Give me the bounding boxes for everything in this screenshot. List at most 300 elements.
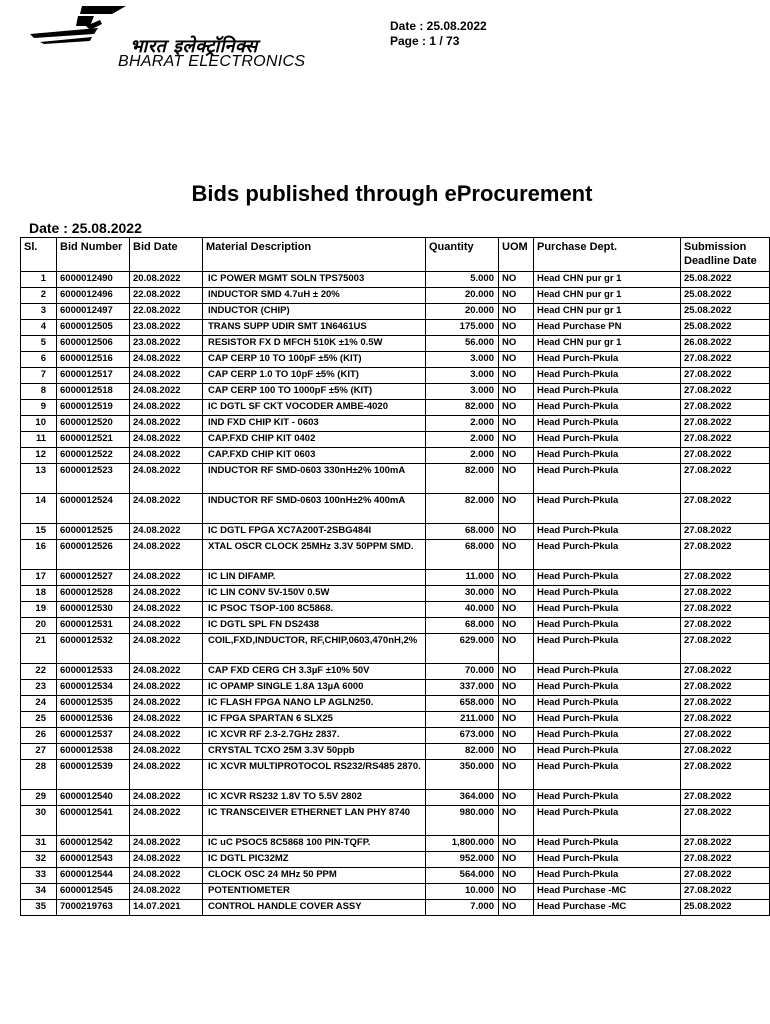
row-quantity: 68.000 xyxy=(426,540,499,570)
row-quantity: 2.000 xyxy=(426,432,499,448)
row-bid-date: 24.08.2022 xyxy=(130,696,203,712)
row-uom: NO xyxy=(499,712,534,728)
table-row xyxy=(21,884,770,900)
row-bid-number: 6000012516 xyxy=(57,352,130,368)
row-purchase-dept: Head Purch-Pkula xyxy=(534,586,681,602)
row-bid-date: 20.08.2022 xyxy=(130,272,203,288)
row-quantity: 1,800.000 xyxy=(426,836,499,852)
row-quantity: 11.000 xyxy=(426,570,499,586)
row-uom: NO xyxy=(499,696,534,712)
row-quantity: 658.000 xyxy=(426,696,499,712)
row-bid-date: 24.08.2022 xyxy=(130,384,203,400)
row-sl: 25 xyxy=(21,712,57,728)
row-uom: NO xyxy=(499,602,534,618)
row-material-description: IC FPGA SPARTAN 6 SLX25 xyxy=(203,712,426,728)
row-quantity: 629.000 xyxy=(426,634,499,664)
row-sl: 5 xyxy=(21,336,57,352)
row-quantity: 82.000 xyxy=(426,464,499,494)
row-deadline: 27.08.2022 xyxy=(681,540,770,570)
table-row xyxy=(21,494,770,524)
row-bid-date: 24.08.2022 xyxy=(130,760,203,790)
row-uom: NO xyxy=(499,900,534,916)
row-uom: NO xyxy=(499,524,534,540)
row-material-description: CAP FXD CERG CH 3.3µF ±10% 50V xyxy=(203,664,426,680)
row-bid-date: 24.08.2022 xyxy=(130,570,203,586)
row-uom: NO xyxy=(499,634,534,664)
row-deadline: 26.08.2022 xyxy=(681,336,770,352)
row-bid-date: 24.08.2022 xyxy=(130,464,203,494)
table-row xyxy=(21,790,770,806)
row-bid-date: 24.08.2022 xyxy=(130,540,203,570)
row-deadline: 27.08.2022 xyxy=(681,712,770,728)
table-row xyxy=(21,836,770,852)
row-bid-date: 24.08.2022 xyxy=(130,680,203,696)
row-bid-date: 24.08.2022 xyxy=(130,524,203,540)
row-uom: NO xyxy=(499,868,534,884)
row-bid-date: 24.08.2022 xyxy=(130,494,203,524)
table-row xyxy=(21,712,770,728)
row-uom: NO xyxy=(499,836,534,852)
row-uom: NO xyxy=(499,272,534,288)
row-material-description: INDUCTOR RF SMD-0603 330nH±2% 100mA xyxy=(203,464,426,494)
table-row xyxy=(21,448,770,464)
row-purchase-dept: Head Purchase PN xyxy=(534,320,681,336)
row-deadline: 27.08.2022 xyxy=(681,696,770,712)
row-bid-number: 6000012522 xyxy=(57,448,130,464)
row-purchase-dept: Head Purch-Pkula xyxy=(534,384,681,400)
row-bid-number: 7000219763 xyxy=(57,900,130,916)
row-deadline: 27.08.2022 xyxy=(681,836,770,852)
row-purchase-dept: Head Purch-Pkula xyxy=(534,744,681,760)
row-purchase-dept: Head Purch-Pkula xyxy=(534,464,681,494)
bids-table xyxy=(20,237,770,916)
row-purchase-dept: Head Purch-Pkula xyxy=(534,664,681,680)
row-uom: NO xyxy=(499,352,534,368)
row-deadline: 27.08.2022 xyxy=(681,494,770,524)
row-bid-date: 24.08.2022 xyxy=(130,352,203,368)
row-quantity: 82.000 xyxy=(426,494,499,524)
row-uom: NO xyxy=(499,664,534,680)
row-material-description: CAP CERP 100 TO 1000pF ±5% (KIT) xyxy=(203,384,426,400)
table-row xyxy=(21,586,770,602)
row-bid-number: 6000012497 xyxy=(57,304,130,320)
table-row xyxy=(21,288,770,304)
row-bid-date: 24.08.2022 xyxy=(130,744,203,760)
row-deadline: 27.08.2022 xyxy=(681,680,770,696)
row-material-description: IC TRANSCEIVER ETHERNET LAN PHY 8740 xyxy=(203,806,426,836)
row-quantity: 40.000 xyxy=(426,602,499,618)
row-sl: 17 xyxy=(21,570,57,586)
row-purchase-dept: Head Purch-Pkula xyxy=(534,728,681,744)
table-row xyxy=(21,618,770,634)
row-purchase-dept: Head Purch-Pkula xyxy=(534,416,681,432)
row-deadline: 27.08.2022 xyxy=(681,884,770,900)
row-bid-number: 6000012532 xyxy=(57,634,130,664)
row-quantity: 3.000 xyxy=(426,368,499,384)
row-purchase-dept: Head Purch-Pkula xyxy=(534,852,681,868)
row-purchase-dept: Head Purch-Pkula xyxy=(534,680,681,696)
row-deadline: 27.08.2022 xyxy=(681,852,770,868)
row-bid-number: 6000012530 xyxy=(57,602,130,618)
row-material-description: IC POWER MGMT SOLN TPS75003 xyxy=(203,272,426,288)
row-bid-date: 24.08.2022 xyxy=(130,806,203,836)
row-bid-number: 6000012523 xyxy=(57,464,130,494)
row-material-description: IC FLASH FPGA NANO LP AGLN250. xyxy=(203,696,426,712)
row-purchase-dept: Head Purch-Pkula xyxy=(534,540,681,570)
row-quantity: 68.000 xyxy=(426,524,499,540)
row-sl: 29 xyxy=(21,790,57,806)
row-bid-number: 6000012542 xyxy=(57,836,130,852)
row-material-description: INDUCTOR SMD 4.7uH ± 20% xyxy=(203,288,426,304)
row-uom: NO xyxy=(499,806,534,836)
row-material-description: CAP.FXD CHIP KIT 0603 xyxy=(203,448,426,464)
row-uom: NO xyxy=(499,432,534,448)
row-bid-date: 24.08.2022 xyxy=(130,586,203,602)
row-quantity: 7.000 xyxy=(426,900,499,916)
row-bid-number: 6000012541 xyxy=(57,806,130,836)
row-uom: NO xyxy=(499,570,534,586)
row-purchase-dept: Head Purch-Pkula xyxy=(534,432,681,448)
row-uom: NO xyxy=(499,680,534,696)
row-bid-number: 6000012506 xyxy=(57,336,130,352)
row-purchase-dept: Head Purch-Pkula xyxy=(534,618,681,634)
row-purchase-dept: Head Purch-Pkula xyxy=(534,448,681,464)
row-deadline: 27.08.2022 xyxy=(681,806,770,836)
row-deadline: 25.08.2022 xyxy=(681,900,770,916)
row-bid-number: 6000012531 xyxy=(57,618,130,634)
row-uom: NO xyxy=(499,304,534,320)
row-bid-number: 6000012540 xyxy=(57,790,130,806)
row-material-description: CAP.FXD CHIP KIT 0402 xyxy=(203,432,426,448)
table-row xyxy=(21,272,770,288)
row-deadline: 27.08.2022 xyxy=(681,524,770,540)
row-sl: 11 xyxy=(21,432,57,448)
row-bid-date: 24.08.2022 xyxy=(130,852,203,868)
bel-logo xyxy=(30,4,330,70)
row-material-description: POTENTIOMETER xyxy=(203,884,426,900)
row-material-description: RESISTOR FX D MFCH 510K ±1% 0.5W xyxy=(203,336,426,352)
table-row xyxy=(21,464,770,494)
table-row xyxy=(21,868,770,884)
row-quantity: 350.000 xyxy=(426,760,499,790)
row-bid-number: 6000012517 xyxy=(57,368,130,384)
table-row xyxy=(21,432,770,448)
row-bid-date: 24.08.2022 xyxy=(130,368,203,384)
row-bid-date: 14.07.2021 xyxy=(130,900,203,916)
table-row xyxy=(21,852,770,868)
row-quantity: 175.000 xyxy=(426,320,499,336)
row-sl: 20 xyxy=(21,618,57,634)
row-quantity: 564.000 xyxy=(426,868,499,884)
row-quantity: 3.000 xyxy=(426,352,499,368)
row-material-description: INDUCTOR RF SMD-0603 100nH±2% 400mA xyxy=(203,494,426,524)
row-material-description: INDUCTOR (CHIP) xyxy=(203,304,426,320)
row-purchase-dept: Head Purch-Pkula xyxy=(534,634,681,664)
row-bid-date: 23.08.2022 xyxy=(130,336,203,352)
report-date: Date : 25.08.2022 xyxy=(29,220,142,236)
row-sl: 15 xyxy=(21,524,57,540)
row-sl: 9 xyxy=(21,400,57,416)
table-row xyxy=(21,760,770,790)
row-bid-date: 24.08.2022 xyxy=(130,790,203,806)
row-uom: NO xyxy=(499,416,534,432)
row-uom: NO xyxy=(499,494,534,524)
row-uom: NO xyxy=(499,728,534,744)
row-quantity: 3.000 xyxy=(426,384,499,400)
row-deadline: 27.08.2022 xyxy=(681,664,770,680)
row-quantity: 673.000 xyxy=(426,728,499,744)
row-bid-date: 23.08.2022 xyxy=(130,320,203,336)
row-sl: 27 xyxy=(21,744,57,760)
row-purchase-dept: Head Purch-Pkula xyxy=(534,570,681,586)
row-quantity: 337.000 xyxy=(426,680,499,696)
row-uom: NO xyxy=(499,586,534,602)
row-quantity: 980.000 xyxy=(426,806,499,836)
row-sl: 2 xyxy=(21,288,57,304)
header-date: Date : 25.08.2022 xyxy=(390,19,487,33)
table-row xyxy=(21,416,770,432)
col-header-sl: Sl. xyxy=(21,238,57,272)
row-bid-date: 24.08.2022 xyxy=(130,416,203,432)
row-bid-date: 22.08.2022 xyxy=(130,288,203,304)
row-bid-number: 6000012543 xyxy=(57,852,130,868)
page-number: Page : 1 / 73 xyxy=(390,34,460,48)
row-bid-number: 6000012521 xyxy=(57,432,130,448)
row-sl: 32 xyxy=(21,852,57,868)
row-deadline: 25.08.2022 xyxy=(681,272,770,288)
row-material-description: IC DGTL SPL FN DS2438 xyxy=(203,618,426,634)
row-material-description: XTAL OSCR CLOCK 25MHz 3.3V 50PPM SMD. xyxy=(203,540,426,570)
row-sl: 35 xyxy=(21,900,57,916)
row-deadline: 27.08.2022 xyxy=(681,602,770,618)
row-quantity: 2.000 xyxy=(426,416,499,432)
row-quantity: 70.000 xyxy=(426,664,499,680)
row-quantity: 56.000 xyxy=(426,336,499,352)
row-bid-number: 6000012545 xyxy=(57,884,130,900)
row-quantity: 82.000 xyxy=(426,400,499,416)
row-bid-date: 24.08.2022 xyxy=(130,602,203,618)
row-deadline: 27.08.2022 xyxy=(681,400,770,416)
col-header-dept: Purchase Dept. xyxy=(534,238,681,272)
row-uom: NO xyxy=(499,368,534,384)
row-purchase-dept: Head Purch-Pkula xyxy=(534,494,681,524)
page-meta xyxy=(390,19,487,49)
row-sl: 21 xyxy=(21,634,57,664)
row-bid-date: 22.08.2022 xyxy=(130,304,203,320)
row-material-description: IC XCVR RF 2.3-2.7GHz 2837. xyxy=(203,728,426,744)
row-material-description: CLOCK OSC 24 MHz 50 PPM xyxy=(203,868,426,884)
row-sl: 26 xyxy=(21,728,57,744)
row-uom: NO xyxy=(499,852,534,868)
row-material-description: IND FXD CHIP KIT - 0603 xyxy=(203,416,426,432)
bids-table-body xyxy=(21,272,770,916)
row-quantity: 20.000 xyxy=(426,304,499,320)
row-purchase-dept: Head Purch-Pkula xyxy=(534,836,681,852)
row-uom: NO xyxy=(499,884,534,900)
row-material-description: COIL,FXD,INDUCTOR, RF,CHIP,0603,470nH,2% xyxy=(203,634,426,664)
table-row xyxy=(21,602,770,618)
row-sl: 1 xyxy=(21,272,57,288)
row-bid-number: 6000012526 xyxy=(57,540,130,570)
table-row xyxy=(21,524,770,540)
row-uom: NO xyxy=(499,790,534,806)
table-row xyxy=(21,806,770,836)
row-sl: 8 xyxy=(21,384,57,400)
row-sl: 24 xyxy=(21,696,57,712)
row-uom: NO xyxy=(499,540,534,570)
table-header-row xyxy=(21,238,770,272)
row-deadline: 27.08.2022 xyxy=(681,868,770,884)
row-purchase-dept: Head CHN pur gr 1 xyxy=(534,272,681,288)
table-row xyxy=(21,400,770,416)
row-material-description: IC DGTL SF CKT VOCODER AMBE-4020 xyxy=(203,400,426,416)
table-row xyxy=(21,384,770,400)
table-row xyxy=(21,368,770,384)
row-purchase-dept: Head Purch-Pkula xyxy=(534,868,681,884)
row-uom: NO xyxy=(499,464,534,494)
row-sl: 12 xyxy=(21,448,57,464)
col-header-material: Material Description xyxy=(203,238,426,272)
row-quantity: 364.000 xyxy=(426,790,499,806)
row-purchase-dept: Head Purch-Pkula xyxy=(534,524,681,540)
row-bid-number: 6000012544 xyxy=(57,868,130,884)
table-row xyxy=(21,900,770,916)
table-row xyxy=(21,680,770,696)
row-deadline: 27.08.2022 xyxy=(681,368,770,384)
row-bid-number: 6000012496 xyxy=(57,288,130,304)
row-sl: 23 xyxy=(21,680,57,696)
table-row xyxy=(21,570,770,586)
row-sl: 13 xyxy=(21,464,57,494)
row-material-description: IC uC PSOC5 8C5868 100 PIN-TQFP. xyxy=(203,836,426,852)
row-material-description: TRANS SUPP UDIR SMT 1N6461US xyxy=(203,320,426,336)
row-material-description: CRYSTAL TCXO 25M 3.3V 50ppb xyxy=(203,744,426,760)
row-bid-date: 24.08.2022 xyxy=(130,884,203,900)
table-row xyxy=(21,352,770,368)
row-deadline: 27.08.2022 xyxy=(681,384,770,400)
row-quantity: 5.000 xyxy=(426,272,499,288)
row-bid-date: 24.08.2022 xyxy=(130,712,203,728)
table-row xyxy=(21,664,770,680)
logo-hindi-text: भारत इलेक्ट्रॉनिक्स xyxy=(130,36,258,57)
table-row xyxy=(21,336,770,352)
row-deadline: 27.08.2022 xyxy=(681,618,770,634)
row-uom: NO xyxy=(499,320,534,336)
row-bid-number: 6000012533 xyxy=(57,664,130,680)
row-deadline: 27.08.2022 xyxy=(681,760,770,790)
col-header-quantity: Quantity xyxy=(426,238,499,272)
col-header-uom: UOM xyxy=(499,238,534,272)
row-purchase-dept: Head Purch-Pkula xyxy=(534,760,681,790)
row-uom: NO xyxy=(499,618,534,634)
row-sl: 31 xyxy=(21,836,57,852)
row-bid-number: 6000012505 xyxy=(57,320,130,336)
row-sl: 19 xyxy=(21,602,57,618)
row-bid-date: 24.08.2022 xyxy=(130,432,203,448)
row-bid-number: 6000012525 xyxy=(57,524,130,540)
row-uom: NO xyxy=(499,336,534,352)
row-deadline: 27.08.2022 xyxy=(681,586,770,602)
row-bid-number: 6000012538 xyxy=(57,744,130,760)
row-deadline: 27.08.2022 xyxy=(681,744,770,760)
row-bid-number: 6000012527 xyxy=(57,570,130,586)
row-deadline: 27.08.2022 xyxy=(681,570,770,586)
row-purchase-dept: Head CHN pur gr 1 xyxy=(534,288,681,304)
row-sl: 28 xyxy=(21,760,57,790)
row-sl: 30 xyxy=(21,806,57,836)
table-row xyxy=(21,696,770,712)
row-sl: 4 xyxy=(21,320,57,336)
row-bid-number: 6000012536 xyxy=(57,712,130,728)
col-header-bid-number: Bid Number xyxy=(57,238,130,272)
table-row xyxy=(21,744,770,760)
row-purchase-dept: Head Purch-Pkula xyxy=(534,368,681,384)
row-bid-date: 24.08.2022 xyxy=(130,618,203,634)
col-header-deadline: Submission Deadline Date xyxy=(681,238,770,272)
row-quantity: 68.000 xyxy=(426,618,499,634)
row-quantity: 952.000 xyxy=(426,852,499,868)
row-bid-date: 24.08.2022 xyxy=(130,728,203,744)
row-deadline: 27.08.2022 xyxy=(681,416,770,432)
row-purchase-dept: Head Purch-Pkula xyxy=(534,696,681,712)
row-sl: 10 xyxy=(21,416,57,432)
row-bid-date: 24.08.2022 xyxy=(130,448,203,464)
row-bid-number: 6000012534 xyxy=(57,680,130,696)
row-bid-number: 6000012528 xyxy=(57,586,130,602)
row-bid-number: 6000012520 xyxy=(57,416,130,432)
row-sl: 22 xyxy=(21,664,57,680)
row-quantity: 211.000 xyxy=(426,712,499,728)
row-sl: 14 xyxy=(21,494,57,524)
row-deadline: 27.08.2022 xyxy=(681,728,770,744)
row-bid-number: 6000012524 xyxy=(57,494,130,524)
row-purchase-dept: Head Purch-Pkula xyxy=(534,712,681,728)
row-bid-number: 6000012539 xyxy=(57,760,130,790)
table-row xyxy=(21,304,770,320)
row-purchase-dept: Head Purch-Pkula xyxy=(534,790,681,806)
row-deadline: 25.08.2022 xyxy=(681,288,770,304)
row-bid-date: 24.08.2022 xyxy=(130,664,203,680)
row-purchase-dept: Head CHN pur gr 1 xyxy=(534,336,681,352)
row-purchase-dept: Head Purchase -MC xyxy=(534,884,681,900)
logo-english-text: BHARAT ELECTRONICS xyxy=(118,53,306,70)
row-sl: 16 xyxy=(21,540,57,570)
row-quantity: 82.000 xyxy=(426,744,499,760)
row-uom: NO xyxy=(499,760,534,790)
row-purchase-dept: Head CHN pur gr 1 xyxy=(534,304,681,320)
row-bid-number: 6000012518 xyxy=(57,384,130,400)
row-deadline: 27.08.2022 xyxy=(681,790,770,806)
row-bid-number: 6000012535 xyxy=(57,696,130,712)
row-uom: NO xyxy=(499,448,534,464)
row-deadline: 25.08.2022 xyxy=(681,304,770,320)
row-material-description: IC PSOC TSOP-100 8C5868. xyxy=(203,602,426,618)
row-material-description: CONTROL HANDLE COVER ASSY xyxy=(203,900,426,916)
row-bid-date: 24.08.2022 xyxy=(130,400,203,416)
page-title: Bids published through eProcurement xyxy=(191,181,593,206)
row-uom: NO xyxy=(499,288,534,304)
row-deadline: 27.08.2022 xyxy=(681,432,770,448)
row-bid-date: 24.08.2022 xyxy=(130,634,203,664)
row-material-description: IC DGTL FPGA XC7A200T-2SBG484I xyxy=(203,524,426,540)
row-deadline: 25.08.2022 xyxy=(681,320,770,336)
row-purchase-dept: Head Purch-Pkula xyxy=(534,602,681,618)
row-purchase-dept: Head Purch-Pkula xyxy=(534,806,681,836)
row-bid-date: 24.08.2022 xyxy=(130,836,203,852)
row-quantity: 30.000 xyxy=(426,586,499,602)
table-row xyxy=(21,728,770,744)
row-bid-date: 24.08.2022 xyxy=(130,868,203,884)
